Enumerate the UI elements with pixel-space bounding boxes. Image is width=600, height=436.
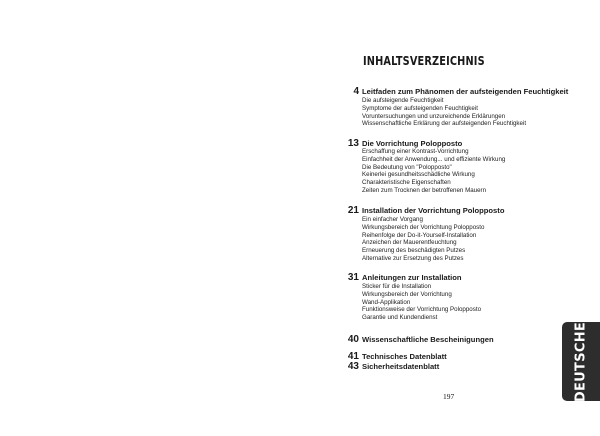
- list-item: Funktionsweise der Vorrichtung Polopposto: [362, 306, 482, 314]
- list-item: Die Bedeutung von "Polopposto": [362, 163, 452, 171]
- language-tab-label: DEUTSCHE: [573, 321, 589, 402]
- section-page-number: 4: [353, 86, 359, 97]
- section-page-number: 40: [347, 334, 359, 345]
- section-heading: Installation der Vorrichtung Polopposto: [362, 206, 505, 215]
- list-item: Ein einfacher Vorgang: [362, 216, 423, 223]
- section-heading: Sicherheitsdatenblatt: [362, 362, 440, 371]
- list-item: Erneuerung des beschädigten Putzes: [362, 247, 466, 255]
- list-item: Die aufsteigende Feuchtigkeit: [362, 97, 444, 104]
- list-item: Symptome der aufsteigenden Feuchtigkeit: [362, 104, 478, 112]
- section-page-number: 21: [347, 205, 359, 216]
- list-item: Sticker für die Installation: [362, 283, 432, 290]
- list-item: Charakteristische Eigenschaften: [362, 179, 451, 187]
- list-item: Wissenschaftliche Erklärung der aufsteigenden Feuchtigkeit: [362, 120, 527, 128]
- list-item: Anzeichen der Mauerentfeuchtung: [362, 239, 457, 247]
- list-item: Erschaffung einer Kontrast-Vorrichtung: [362, 148, 469, 155]
- section-page-number: 41: [347, 351, 359, 362]
- section-heading: Leitfaden zum Phänomen der aufsteigenden Feuchtigkeit: [362, 87, 569, 96]
- toc-title: INHALTSVERZEICHNIS: [363, 53, 485, 68]
- section-heading: Anleitungen zur Installation: [362, 273, 462, 282]
- list-item: Reihenfolge der Do-it-Yourself-Installation: [362, 231, 477, 239]
- list-item: Wand-Applikation: [362, 298, 411, 306]
- list-item: Keinerlei gesundheitsschädliche Wirkung: [362, 171, 475, 179]
- list-item: Alternative zur Ersetzung des Putzes: [362, 255, 464, 262]
- section-page-number: 31: [347, 272, 359, 283]
- section-page-number: 13: [347, 138, 359, 149]
- section-heading: Technisches Datenblatt: [362, 352, 447, 361]
- list-item: Wirkungsbereich der Vorrichtung Polopposto: [362, 223, 485, 231]
- page-number: 197: [443, 392, 455, 401]
- list-item: Wirkungsbereich der Vorrichtung: [362, 290, 452, 298]
- list-item: Einfachheit der Anwendung... und effiziente Wirkung: [362, 155, 506, 163]
- list-item: Voruntersuchungen und unzureichende Erklärungen: [362, 112, 506, 120]
- list-item: Zeiten zum Trocknen der betroffenen Mauern: [362, 187, 487, 194]
- section-heading: Die Vorrichtung Polopposto: [362, 139, 463, 148]
- section-page-number: 43: [347, 361, 359, 372]
- section-heading: Wissenschaftliche Bescheinigungen: [362, 335, 494, 344]
- list-item: Garantie und Kundendienst: [362, 314, 438, 322]
- language-tab: [562, 322, 600, 401]
